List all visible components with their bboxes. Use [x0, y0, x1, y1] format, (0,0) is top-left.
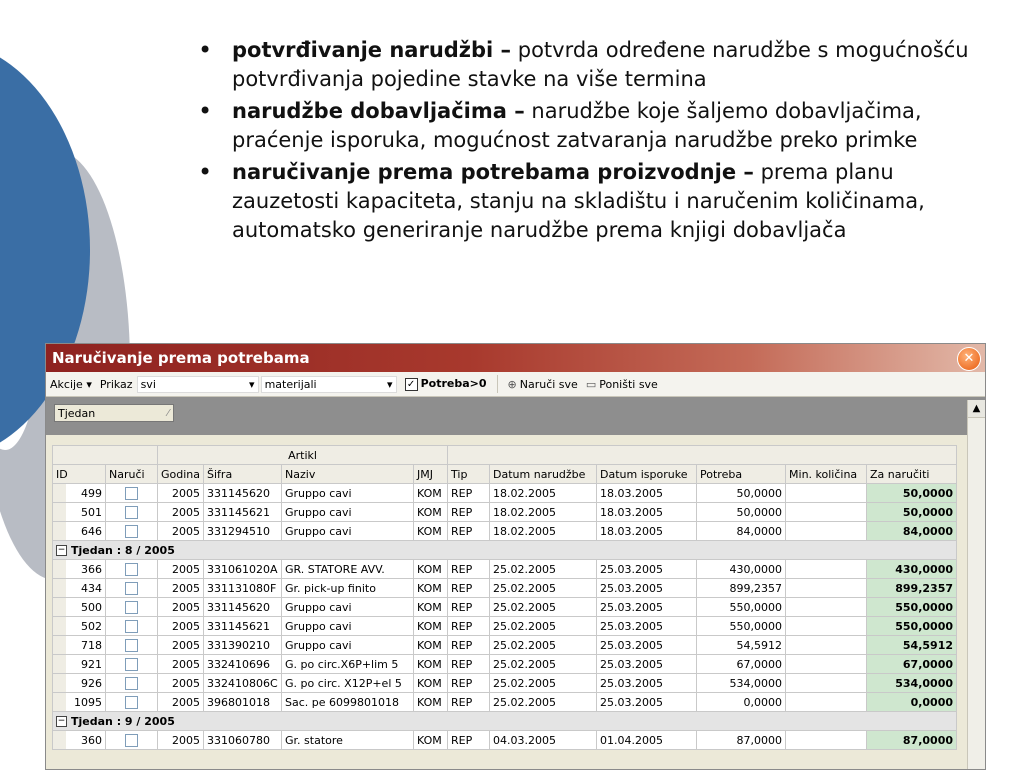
bullet-description: potvrda određene narudžbe s mogućnošću potvrđivanja pojedine stavke na više termina: [232, 38, 969, 91]
naziv-cell: GR. STATORE AVV.: [282, 560, 414, 579]
potreba-cell: 534,0000: [697, 674, 786, 693]
datum-isporuke-cell: 25.03.2005: [597, 636, 697, 655]
group-by-label: Tjedan: [58, 407, 96, 420]
row-indent: [53, 579, 66, 598]
prikaz-label: Prikaz: [99, 377, 133, 391]
datum-narudzbe-cell: 18.02.2005: [490, 503, 597, 522]
bullet-item: [196, 158, 996, 245]
bullet-term: naručivanje prema potrebama proizvodnje –: [232, 160, 754, 184]
table-row[interactable]: [53, 598, 957, 617]
potreba-cell: 50,0000: [697, 484, 786, 503]
potreba-cell: 50,0000: [697, 503, 786, 522]
jmj-cell: KOM: [414, 484, 448, 503]
akcije-label: Akcije: [50, 377, 83, 391]
godina-cell: 2005: [158, 484, 204, 503]
column-header-id[interactable]: ID: [53, 465, 106, 484]
datum-isporuke-cell: 25.03.2005: [597, 674, 697, 693]
orders-grid: [52, 445, 957, 750]
row-indent: [53, 617, 66, 636]
group-row: [53, 712, 957, 731]
jmj-cell: KOM: [414, 522, 448, 541]
id-cell: 434: [66, 579, 106, 598]
sifra-cell: 331390210: [204, 636, 282, 655]
potreba-filter-checkbox[interactable]: [401, 377, 491, 391]
min-kolicina-cell: [786, 693, 867, 712]
tip-cell: REP: [448, 617, 490, 636]
naruci-cell: [106, 617, 158, 636]
potreba-cell: 430,0000: [697, 560, 786, 579]
jmj-cell: KOM: [414, 617, 448, 636]
potreba-cell: 899,2357: [697, 579, 786, 598]
id-cell: 360: [66, 731, 106, 750]
naziv-cell: Gruppo cavi: [282, 598, 414, 617]
band-header-empty: [448, 446, 957, 465]
table-row[interactable]: [53, 560, 957, 579]
plus-circle-icon: ⊕: [507, 377, 517, 391]
tip-select-value: materijali: [264, 377, 317, 391]
naruci-cell: [106, 655, 158, 674]
id-cell: 1095: [66, 693, 106, 712]
datum-narudzbe-cell: 25.02.2005: [490, 579, 597, 598]
naruci-checkbox[interactable]: [125, 677, 138, 690]
bullet-description: narudžbe koje šaljemo dobavljačima, praćenje isporuka, mogućnost zatvaranja narudžbe preko primke: [232, 99, 922, 152]
datum-isporuke-cell: 18.03.2005: [597, 503, 697, 522]
naruci-checkbox[interactable]: [125, 525, 138, 538]
group-by-panel: [46, 397, 985, 435]
column-header-sifra[interactable]: Šifra: [204, 465, 282, 484]
naruci-checkbox[interactable]: [125, 734, 138, 747]
potreba-cell: 67,0000: [697, 655, 786, 674]
za-naruciti-cell: 50,0000: [867, 503, 957, 522]
potreba-cell: 550,0000: [697, 617, 786, 636]
sifra-cell: 332410806C: [204, 674, 282, 693]
datum-isporuke-cell: 25.03.2005: [597, 655, 697, 674]
potreba-cell: 84,0000: [697, 522, 786, 541]
id-cell: 718: [66, 636, 106, 655]
naruci-checkbox[interactable]: [125, 620, 138, 633]
prikaz-select-value: svi: [140, 377, 156, 391]
table-row[interactable]: [53, 503, 957, 522]
column-header-min-kolicina[interactable]: Min. količina: [786, 465, 867, 484]
id-cell: 501: [66, 503, 106, 522]
datum-isporuke-cell: 25.03.2005: [597, 598, 697, 617]
bullet-term: potvrđivanje narudžbi –: [232, 38, 512, 62]
jmj-cell: KOM: [414, 693, 448, 712]
godina-cell: 2005: [158, 693, 204, 712]
id-cell: 499: [66, 484, 106, 503]
row-indent: [53, 655, 66, 674]
potreba-cell: 550,0000: [697, 598, 786, 617]
table-row[interactable]: [53, 579, 957, 598]
ponisti-sve-label: Poništi sve: [599, 377, 658, 391]
datum-narudzbe-cell: 25.02.2005: [490, 674, 597, 693]
table-row[interactable]: [53, 655, 957, 674]
column-header-potreba[interactable]: Potreba: [697, 465, 786, 484]
datum-narudzbe-cell: 25.02.2005: [490, 560, 597, 579]
naruci-checkbox[interactable]: [125, 639, 138, 652]
godina-cell: 2005: [158, 522, 204, 541]
naziv-cell: Gruppo cavi: [282, 636, 414, 655]
za-naruciti-cell: 430,0000: [867, 560, 957, 579]
column-header-naruci[interactable]: Naruči: [106, 465, 158, 484]
collapse-icon[interactable]: −: [57, 545, 66, 555]
akcije-menu[interactable]: [46, 378, 96, 391]
bullet-list: [196, 36, 996, 248]
grid-body: [53, 484, 957, 750]
naruci-cell: [106, 693, 158, 712]
naziv-cell: Gruppo cavi: [282, 484, 414, 503]
close-icon[interactable]: ✕: [957, 347, 981, 371]
sifra-cell: 331061020A: [204, 560, 282, 579]
band-header-empty: [53, 446, 158, 465]
id-cell: 500: [66, 598, 106, 617]
godina-cell: 2005: [158, 617, 204, 636]
datum-narudzbe-cell: 25.02.2005: [490, 655, 597, 674]
godina-cell: 2005: [158, 560, 204, 579]
id-cell: 926: [66, 674, 106, 693]
potreba-cell: 0,0000: [697, 693, 786, 712]
potreba-filter-label: Potreba>0: [420, 377, 487, 390]
min-kolicina-cell: [786, 503, 867, 522]
min-kolicina-cell: [786, 636, 867, 655]
chevron-down-icon: ▾: [387, 377, 393, 391]
tip-cell: REP: [448, 674, 490, 693]
potreba-cell: 87,0000: [697, 731, 786, 750]
naruci-cell: [106, 484, 158, 503]
naziv-cell: G. po circ.X6P+lim 5: [282, 655, 414, 674]
row-indent: [53, 503, 66, 522]
godina-cell: 2005: [158, 503, 204, 522]
id-cell: 502: [66, 617, 106, 636]
naruci-cell: [106, 598, 158, 617]
window-titlebar: [46, 344, 985, 372]
datum-isporuke-cell: 25.03.2005: [597, 560, 697, 579]
table-row[interactable]: [53, 693, 957, 712]
row-indent: [53, 674, 66, 693]
group-label: Tjedan : 8 / 2005: [71, 543, 175, 557]
min-kolicina-cell: [786, 655, 867, 674]
bullet-item: [196, 97, 996, 155]
group-by-chip[interactable]: [54, 404, 174, 422]
minus-icon: ▭: [585, 377, 597, 391]
datum-isporuke-cell: 01.04.2005: [597, 731, 697, 750]
group-row: [53, 541, 957, 560]
naziv-cell: Gruppo cavi: [282, 617, 414, 636]
godina-cell: 2005: [158, 579, 204, 598]
datum-narudzbe-cell: 04.03.2005: [490, 731, 597, 750]
tip-cell: REP: [448, 522, 490, 541]
naruci-sve-button[interactable]: [504, 378, 582, 391]
tip-cell: REP: [448, 693, 490, 712]
naruci-cell: [106, 560, 158, 579]
tip-cell: REP: [448, 655, 490, 674]
min-kolicina-cell: [786, 522, 867, 541]
min-kolicina-cell: [786, 731, 867, 750]
za-naruciti-cell: 0,0000: [867, 693, 957, 712]
tip-cell: REP: [448, 731, 490, 750]
group-row-cell: [53, 712, 957, 731]
app-window: [45, 343, 986, 770]
column-header-jmj[interactable]: JMJ: [414, 465, 448, 484]
sifra-cell: 332410696: [204, 655, 282, 674]
godina-cell: 2005: [158, 674, 204, 693]
column-header-datum-narudzbe[interactable]: Datum narudžbe: [490, 465, 597, 484]
tip-cell: REP: [448, 636, 490, 655]
id-cell: 366: [66, 560, 106, 579]
row-indent: [53, 598, 66, 617]
jmj-cell: KOM: [414, 579, 448, 598]
sifra-cell: 331145620: [204, 598, 282, 617]
group-row-cell: [53, 541, 957, 560]
naruci-checkbox[interactable]: [125, 563, 138, 576]
datum-isporuke-cell: 18.03.2005: [597, 484, 697, 503]
naruci-checkbox[interactable]: [125, 487, 138, 500]
bullet-description: prema planu zauzetosti kapaciteta, stanju na skladištu i naručenim količinama, automatsko generiranje narudžbe prema knjigi dobavljača: [232, 160, 925, 242]
table-row[interactable]: [53, 674, 957, 693]
naruci-cell: [106, 503, 158, 522]
datum-isporuke-cell: 25.03.2005: [597, 617, 697, 636]
jmj-cell: KOM: [414, 503, 448, 522]
sort-ascending-icon: ⁄: [167, 408, 169, 419]
datum-isporuke-cell: 25.03.2005: [597, 693, 697, 712]
naruci-cell: [106, 674, 158, 693]
tip-cell: REP: [448, 484, 490, 503]
tip-select[interactable]: [261, 376, 397, 393]
naruci-sve-label: Naruči sve: [519, 377, 578, 391]
tip-cell: REP: [448, 560, 490, 579]
naziv-cell: Sac. pe 6099801018: [282, 693, 414, 712]
column-header-za-naruciti[interactable]: Za naručiti: [867, 465, 957, 484]
tip-cell: REP: [448, 503, 490, 522]
datum-narudzbe-cell: 25.02.2005: [490, 636, 597, 655]
sifra-cell: 331145620: [204, 484, 282, 503]
sifra-cell: 396801018: [204, 693, 282, 712]
min-kolicina-cell: [786, 560, 867, 579]
sifra-cell: 331145621: [204, 617, 282, 636]
row-indent: [53, 560, 66, 579]
group-label: Tjedan : 9 / 2005: [71, 714, 175, 728]
za-naruciti-cell: 67,0000: [867, 655, 957, 674]
tip-cell: REP: [448, 598, 490, 617]
table-row[interactable]: [53, 731, 957, 750]
jmj-cell: KOM: [414, 560, 448, 579]
chevron-down-icon: ▾: [249, 377, 255, 391]
datum-narudzbe-cell: 18.02.2005: [490, 484, 597, 503]
bullet-item: [196, 36, 996, 94]
sifra-cell: 331131080F: [204, 579, 282, 598]
naziv-cell: G. po circ. X12P+el 5: [282, 674, 414, 693]
za-naruciti-cell: 84,0000: [867, 522, 957, 541]
datum-isporuke-cell: 25.03.2005: [597, 579, 697, 598]
row-indent: [53, 484, 66, 503]
naruci-cell: [106, 636, 158, 655]
naruci-cell: [106, 522, 158, 541]
godina-cell: 2005: [158, 598, 204, 617]
godina-cell: 2005: [158, 655, 204, 674]
id-cell: 646: [66, 522, 106, 541]
column-header-tip[interactable]: Tip: [448, 465, 490, 484]
naruci-cell: [106, 731, 158, 750]
jmj-cell: KOM: [414, 655, 448, 674]
naziv-cell: Gr. pick-up finito: [282, 579, 414, 598]
row-indent: [53, 636, 66, 655]
jmj-cell: KOM: [414, 636, 448, 655]
datum-isporuke-cell: 18.03.2005: [597, 522, 697, 541]
godina-cell: 2005: [158, 636, 204, 655]
collapse-icon[interactable]: −: [57, 716, 66, 726]
min-kolicina-cell: [786, 617, 867, 636]
naziv-cell: Gr. statore: [282, 731, 414, 750]
naruci-checkbox[interactable]: [125, 658, 138, 671]
naziv-cell: Gruppo cavi: [282, 503, 414, 522]
za-naruciti-cell: 899,2357: [867, 579, 957, 598]
min-kolicina-cell: [786, 579, 867, 598]
naruci-checkbox[interactable]: [125, 601, 138, 614]
sifra-cell: 331145621: [204, 503, 282, 522]
naruci-checkbox[interactable]: [125, 696, 138, 709]
checkbox-checked-icon: ✓: [405, 378, 418, 391]
za-naruciti-cell: 50,0000: [867, 484, 957, 503]
chevron-down-icon: ▾: [86, 377, 92, 391]
row-indent: [53, 522, 66, 541]
scroll-up-arrow-icon[interactable]: ▲: [968, 400, 985, 418]
naruci-cell: [106, 579, 158, 598]
row-indent: [53, 693, 66, 712]
naziv-cell: Gruppo cavi: [282, 522, 414, 541]
naruci-checkbox[interactable]: [125, 582, 138, 595]
za-naruciti-cell: 550,0000: [867, 598, 957, 617]
table-row[interactable]: [53, 636, 957, 655]
column-header-datum-isporuke[interactable]: Datum isporuke: [597, 465, 697, 484]
row-indent: [53, 731, 66, 750]
datum-narudzbe-cell: 18.02.2005: [490, 522, 597, 541]
za-naruciti-cell: 54,5912: [867, 636, 957, 655]
potreba-cell: 54,5912: [697, 636, 786, 655]
sifra-cell: 331294510: [204, 522, 282, 541]
jmj-cell: KOM: [414, 674, 448, 693]
min-kolicina-cell: [786, 674, 867, 693]
naruci-checkbox[interactable]: [125, 506, 138, 519]
window-title: Naručivanje prema potrebama: [52, 349, 310, 367]
column-header-row: [53, 465, 957, 484]
datum-narudzbe-cell: 25.02.2005: [490, 693, 597, 712]
za-naruciti-cell: 87,0000: [867, 731, 957, 750]
datum-narudzbe-cell: 25.02.2005: [490, 598, 597, 617]
vertical-scrollbar[interactable]: [967, 400, 985, 769]
column-header-godina[interactable]: Godina: [158, 465, 204, 484]
band-header-row: [53, 446, 957, 465]
godina-cell: 2005: [158, 731, 204, 750]
table-row[interactable]: [53, 484, 957, 503]
toolbar-separator: [497, 375, 498, 393]
band-header-artikl: Artikl: [158, 446, 448, 465]
column-header-naziv[interactable]: Naziv: [282, 465, 414, 484]
bullet-term: narudžbe dobavljačima –: [232, 99, 525, 123]
min-kolicina-cell: [786, 598, 867, 617]
jmj-cell: KOM: [414, 598, 448, 617]
toolbar: [46, 372, 985, 397]
id-cell: 921: [66, 655, 106, 674]
min-kolicina-cell: [786, 484, 867, 503]
table-row[interactable]: [53, 522, 957, 541]
datum-narudzbe-cell: 25.02.2005: [490, 617, 597, 636]
sifra-cell: 331060780: [204, 731, 282, 750]
tip-cell: REP: [448, 579, 490, 598]
za-naruciti-cell: 534,0000: [867, 674, 957, 693]
table-row[interactable]: [53, 617, 957, 636]
za-naruciti-cell: 550,0000: [867, 617, 957, 636]
prikaz-select[interactable]: [137, 376, 259, 393]
ponisti-sve-button[interactable]: [582, 378, 662, 391]
jmj-cell: KOM: [414, 731, 448, 750]
